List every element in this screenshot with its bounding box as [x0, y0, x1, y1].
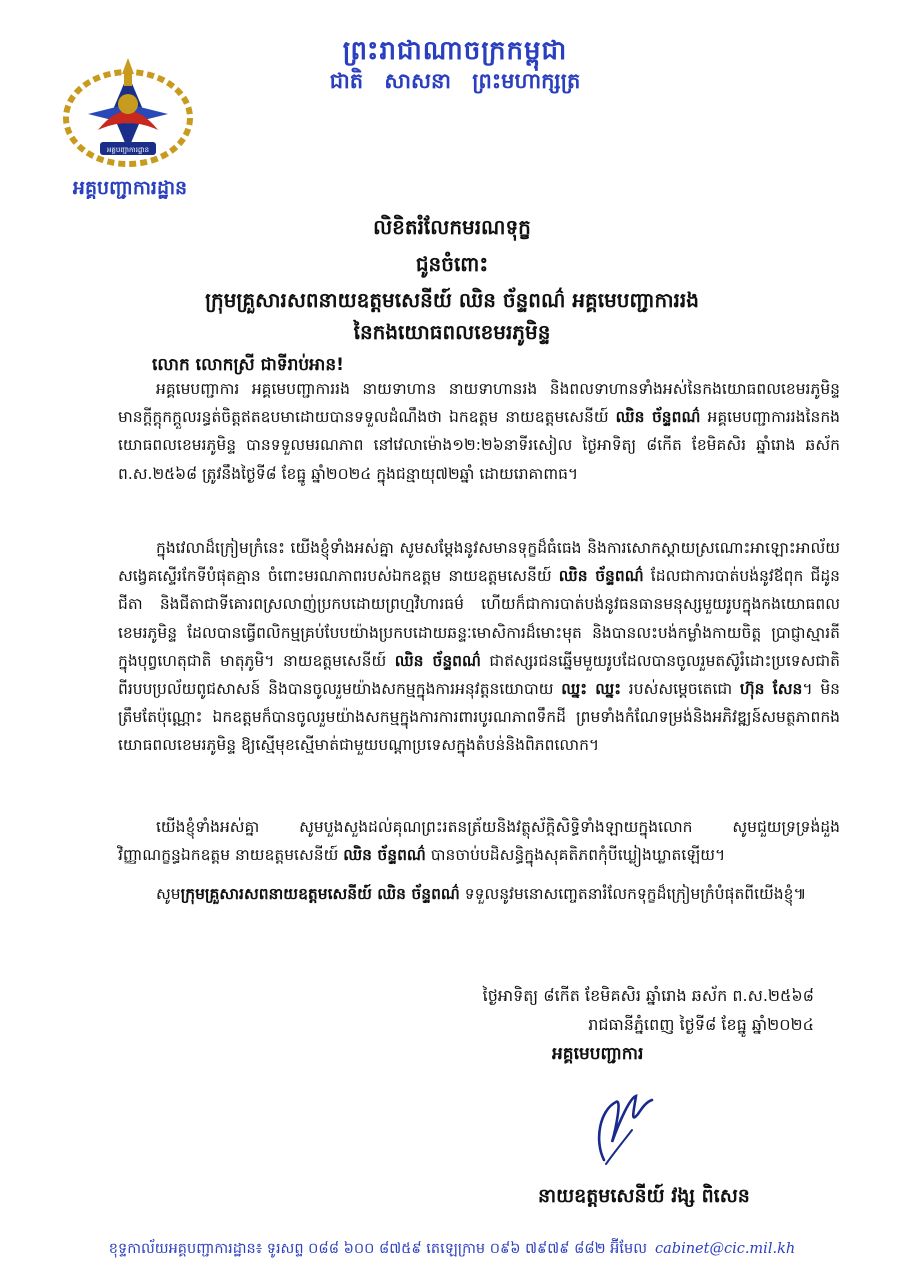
ministry-name: អគ្គបញ្ជាការដ្ឋាន: [72, 177, 188, 199]
place-date: រាជធានីភ្នំពេញ ថ្ងៃទី៨ ខែធ្នូ ឆ្នាំ២០២៤: [588, 1015, 814, 1034]
deceased-name: ឈិន ច័ន្ទពណ៌: [343, 846, 426, 865]
salutation: លោក លោកស្រី ជាទីរាប់អាន!: [152, 355, 344, 375]
policy-name: ឈ្នះ ឈ្នះ: [561, 680, 622, 699]
addressee-label: ជូនចំពោះ: [415, 252, 489, 276]
family-name: ក្រុមគ្រួសារសពនាយឧត្តមសេនីយ៍ ឈិន ច័ន្ទពណ៌: [180, 885, 460, 903]
signer-name: នាយឧត្តមសេនីយ៍ វង្ស ពិសេន: [538, 1185, 750, 1207]
deceased-name: ឈិន ច័ន្ទពណ៌: [558, 567, 644, 586]
footer-contact: [0, 1240, 904, 1261]
signature: [586, 1080, 656, 1170]
leader-name: ហ៊ុន សែន: [739, 680, 803, 699]
paragraph-prayer: យើងខ្ញុំទាំងអស់គ្នា សូមបួងសួងដល់គុណព្រះរតនត្រ័យនិងវត្ថុស័ក្តិសិទ្ធិទាំងឡាយក្នុងលោក សូមជួយទ្រទ្រង់ដួងវិញ្ញាណក្ខន្ធឯកឧត្តម នាយឧត្តមសេនីយ៍ ឈិន ច័ន្ទពណ៌ បានចាប់បដិសន្ធិក្នុងសុគតិភពកុំបីឃ្លៀងឃ្លាតឡើយ។: [118, 818, 840, 865]
paragraph-announcement: អគ្គមេបញ្ជាការ អគ្គមេបញ្ជាការរង នាយទាហាន នាយទាហានរង និងពលទាហានទាំងអស់នៃកងយោធពលខេមរភូមិន្ទ មានក្តីក្តុកក្តួលរន្ធត់ចិត្តឥតឧបមាដោយបានទទួលដំណឹងថា ឯកឧត្តម នាយឧត្តមសេនីយ៍ ឈិន ច័ន្ទពណ៌ អគ្គមេបញ្ជាការរងនៃកងយោធពលខេមរភូមិន្ទ បានទទួលមរណភាព នៅវេលាម៉ោង១២:២៦នាទីរសៀល ថ្ងៃអាទិត្យ ៨កើត ខែមិគសិរ ឆ្នាំរោង ឆស័ក ព.ស.២៥៦៨ ត្រូវនឹងថ្ងៃទី៨ ខែធ្នូ ឆ្នាំ២០២៤ ក្នុងជន្មាយុ៧២ឆ្នាំ ដោយរោគាពាធ។: [118, 380, 841, 483]
kingdom-heading: ព្រះរាជាណាចក្រកម្ពុជា: [342, 36, 568, 66]
footer-text: ខុទ្ទកាល័យអគ្គបញ្ជាការដ្ឋាន៖ ទូរសព្ទ ០៨៨ ៦០០ ៨៧៥៩ តេឡេក្រាម ០៩៦ ៧៩៧៩ ៨៨២ អ៊ីមែល: [108, 1241, 648, 1257]
addressee-unit: នៃកងយោធពលខេមរភូមិន្ទ: [353, 320, 551, 344]
footer-email[interactable]: cabinet@cic.mil.kh: [655, 1241, 796, 1257]
deceased-name: ឈិន ច័ន្ទពណ៌: [394, 651, 481, 670]
signer-title: អគ្គមេបញ្ជាការ: [552, 1044, 644, 1064]
addressee-line: ក្រុមគ្រួសារសពនាយឧត្តមសេនីយ៍ ឈិន ច័ន្ទពណ៌ អគ្គមេបញ្ជាការរង: [205, 288, 699, 312]
letter-title: លិខិតរំលែកមរណទុក្ខ: [373, 215, 531, 239]
national-motto: ជាតិ សាសនា ព្រះមហាក្សត្រ: [329, 69, 581, 93]
emblem-banner-text: អគ្គបញ្ជាការដ្ឋាន: [106, 146, 150, 154]
paragraph-closing: សូមក្រុមគ្រួសារសពនាយឧត្តមសេនីយ៍ ឈិន ច័ន្ទពណ៌ ទទួលនូវមនោសញ្ចេតនារំលែកទុក្ខដ៏ក្រៀមក្រំបំផុតពីយើងខ្ញុំ៕: [156, 885, 807, 903]
deceased-name: ឈិន ច័ន្ទពណ៌: [615, 408, 701, 427]
paragraph-condolence: ក្នុងវេលាដ៏ក្រៀមក្រំនេះ យើងខ្ញុំទាំងអស់គ្នា សូមសម្តែងនូវសមានទុក្ខដ៏ធំធេង និងការសោកស្តាយស្រណោះអាឡោះអាល័យ សង្វេគស្ទើរកែទីបំផុតគ្មាន ចំពោះមរណភាពរបស់ឯកឧត្តម នាយឧត្តមសេនីយ៍ ឈិន ច័ន្ទពណ៌ ដែលជាការបាត់បង់នូវឪពុក ជីដូនជីតា និងជីតាជាទីគោរពស្រលាញ់ប្រកបដោយព្រហ្មវិហារធម៌ ហើយក៏ជាការបាត់បង់នូវធនធានមនុស្សមួយរូបក្នុងកងយោធពលខេមរភូមិន្ទ ដែលបានធ្វើពលិកម្មគ្រប់បែបយ៉ាងប្រកបដោយឆន្ទៈមោសិការដ៏មោះមុត និងបានលះបង់កម្លាំងកាយចិត្ត ប្រាជ្ញាស្មារតី ក្នុងបុព្វហេតុជាតិ មាតុភូមិ។ នាយឧត្តមសេនីយ៍ ឈិន ច័ន្ទពណ៌ ជាឥស្សរជនឆ្នើមមួយរូបដែលបានចូលរួមតស៊ូរំដោះប្រទេសជាតិពីរបបប្រល័យពូជសាសន៍ និងបានចូលរួមយ៉ាងសកម្មក្នុងការអនុវត្តនយោបាយ ឈ្នះ ឈ្នះ របស់សម្តេចតេជោ ហ៊ុន សែន។ មិនត្រឹមតែប៉ុណ្ណោះ ឯកឧត្តមក៏បានចូលរួមយ៉ាងសកម្មក្នុងការការពារបូរណភាពទឹកដី ព្រមទាំងកំណែទម្រង់និងអភិវឌ្ឍន៍សមត្ថភាពកងយោធពលខេមរភូមិន្ទ ឱ្យស្មើមុខស្មើមាត់ជាមួយបណ្តាប្រទេសក្នុងតំបន់និងពិភពលោក។: [118, 539, 841, 755]
rcaf-emblem-logo: [58, 52, 198, 170]
lunar-date: ថ្ងៃអាទិត្យ ៨កើត ខែមិគសិរ ឆ្នាំរោង ឆស័ក ព.ស.២៥៦៨: [482, 986, 814, 1005]
